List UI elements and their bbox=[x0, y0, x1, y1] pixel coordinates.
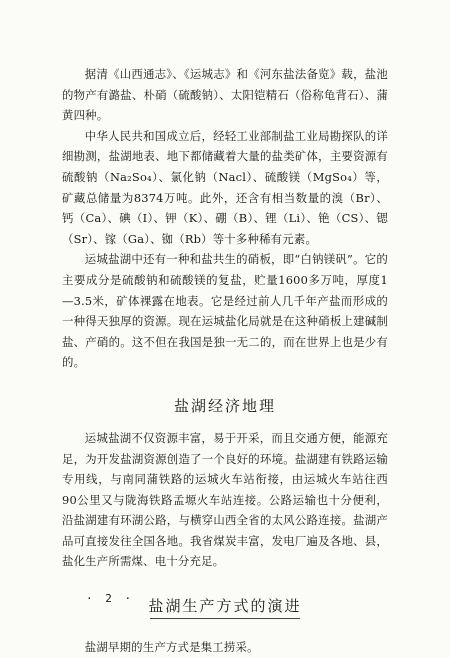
paragraph-products: 据清《山西通志》、《运城志》和《河东盐法备览》载，盐池的物产有潞盐、朴硝（硫酸钠）、太阳铠精石（俗称龟背石）、蒲黄四种。 bbox=[62, 67, 388, 123]
section-heading-economic-geography: 盐湖经济地理 bbox=[173, 396, 276, 415]
section-heading-text: 盐湖生产方式的演进 bbox=[148, 597, 302, 616]
paragraph-transport: 运城盐湖不仅资源丰富，易于开采，而且交通方便，能源充足，为开发盐湖资源创造了一个良好的环境。盐湖建有铁路运输专用线，与南同蒲铁路的运城火车站衔接，由运城火车站往西90公里又与陇海铁路孟塬火车站连接。公路运输也十分便利，沿盐湖建有环湖公路，与横穿山西全省的太风公路连接。盐湖产品可直接发往全国各地。我省煤炭丰富，发电厂遍及各地、县，盐化生产所需煤、电十分充足。 bbox=[62, 430, 388, 569]
paragraph-resources: 中华人民共和国成立后，经轻工业部制盐工业局勘探队的详细勘测，盐湖地表、地下都储藏着大量的盐类矿体，主要资源有硫酸钠（Na₂So₄）、氯化钠（Nacl）、硫酸镁（MgSo₄）等，矿藏总储量为8374万吨。此外，还含有相当数量的溴（Br）、钙（Ca）、碘（I）、钾（K）、硼（B）、锂（Li）、铯（CS）、锶（Sr）、镓（Ga）、铷（Rb）等十多种稀有元素。 bbox=[62, 128, 388, 246]
paragraph-early-production: 盐湖早期的生产方式是集工捞采。 bbox=[84, 640, 259, 655]
paragraph-nitre-board: 运城盐湖中还有一种和盐共生的硝板，即“白钠镁矾”。它的主要成分是硫酸钠和硫酸镁的复盐，贮量1600多万吨，厚度1—3.5米，矿体裸露在地表。它是经过前人几千年产盐而形成的一种得天独厚的资源。现在运城盐化局就是在这种硝板上建碱制盐、产硝的。这不但在我国是独一无二的，而在世界上也是少有的。 bbox=[62, 252, 388, 370]
page-number: · 2 · bbox=[86, 592, 135, 605]
heading-underline bbox=[150, 618, 300, 619]
